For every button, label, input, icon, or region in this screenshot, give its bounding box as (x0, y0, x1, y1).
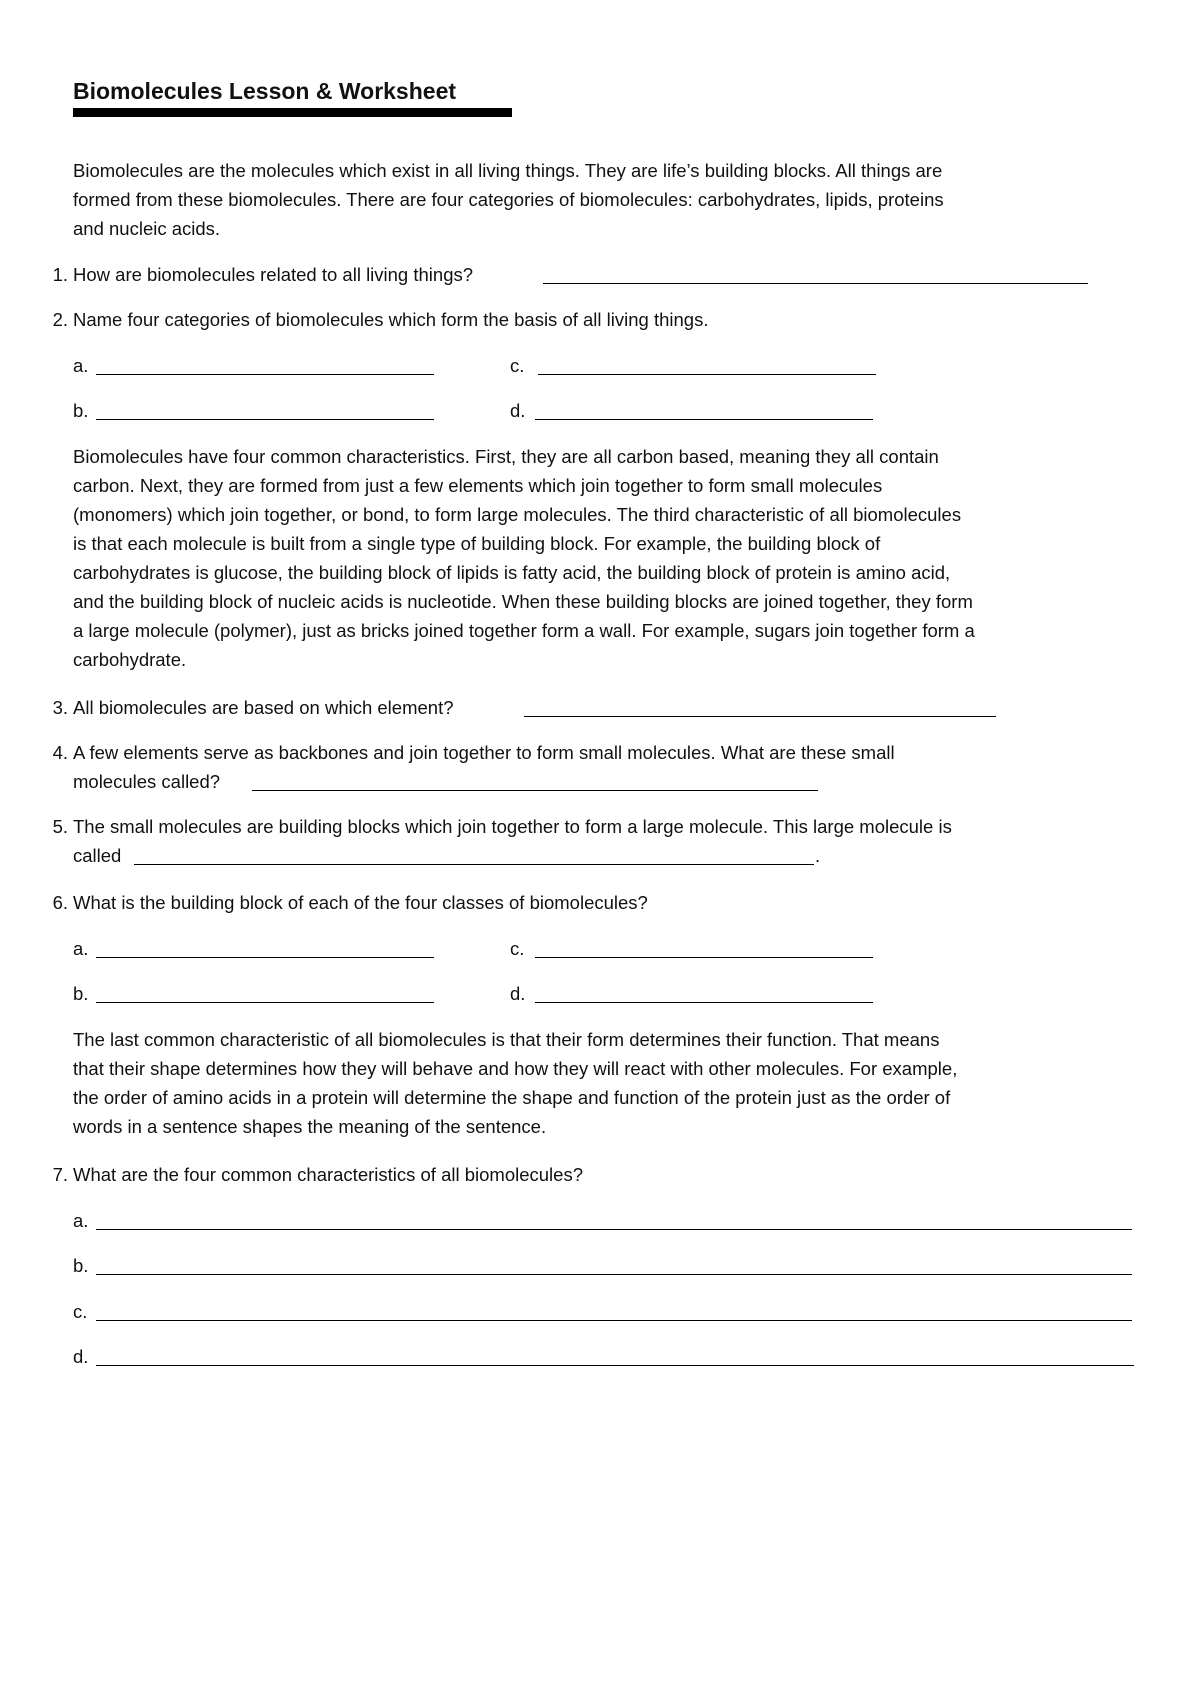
question-6-number: 6. (52, 892, 68, 913)
paragraph-line: Biomolecules have four common characteristics. First, they are all carbon based, meaning they all contain (73, 446, 939, 467)
question-7-option-b-label: b. (73, 1255, 89, 1276)
question-2-option-d-label: d. (510, 400, 526, 421)
question-3-text: All biomolecules are based on which element? (73, 697, 454, 718)
question-2-option-a-label: a. (73, 355, 89, 376)
question-3-answer-blank[interactable] (524, 716, 996, 717)
question-7-option-a-label: a. (73, 1210, 89, 1231)
question-1-number: 1. (52, 264, 68, 285)
question-2-text: Name four categories of biomolecules which form the basis of all living things. (73, 309, 709, 330)
paragraph-line: and the building block of nucleic acids is nucleotide. When these building blocks are joined together, they form (73, 591, 973, 612)
question-1-text: How are biomolecules related to all living things? (73, 264, 474, 285)
question-2-answer-c-blank[interactable] (538, 374, 876, 375)
question-6-option-d-label: d. (510, 983, 526, 1004)
paragraph-line: (monomers) which join together, or bond, to form large molecules. The third characteristic of all biomolecules (73, 504, 962, 525)
question-6-text: What is the building block of each of the four classes of biomolecules? (73, 892, 648, 913)
question-6-answer-d-blank[interactable] (535, 1002, 873, 1003)
page-title: Biomolecules Lesson & Worksheet (73, 78, 457, 104)
question-7-text: What are the four common characteristics of all biomolecules? (73, 1164, 583, 1185)
paragraph-line: carbohydrate. (73, 649, 187, 670)
question-6-answer-c-blank[interactable] (535, 957, 873, 958)
question-5-number: 5. (52, 816, 68, 837)
paragraph-line: carbohydrates is glucose, the building block of lipids is fatty acid, the building block of protein is amino acid, (73, 562, 951, 583)
intro-line: and nucleic acids. (73, 218, 221, 239)
question-6-answer-b-blank[interactable] (96, 1002, 434, 1003)
question-2-number: 2. (52, 309, 68, 330)
question-6-option-c-label: c. (510, 938, 525, 959)
question-2-answer-d-blank[interactable] (535, 419, 873, 420)
question-7-answer-d-blank[interactable] (96, 1365, 1134, 1366)
question-4-answer-blank[interactable] (252, 790, 818, 791)
paragraph-line: The last common characteristic of all biomolecules is that their form determines their function. That means (73, 1029, 940, 1050)
question-2-answer-a-blank[interactable] (96, 374, 434, 375)
question-4-text-line-1: A few elements serve as backbones and join together to form small molecules. What are these small (73, 742, 895, 763)
question-7-option-d-label: d. (73, 1346, 89, 1367)
paragraph-line: words in a sentence shapes the meaning of the sentence. (73, 1116, 547, 1137)
question-7-answer-b-blank[interactable] (96, 1274, 1132, 1275)
question-7-answer-c-blank[interactable] (96, 1320, 1132, 1321)
question-7-number: 7. (52, 1164, 68, 1185)
question-2-answer-b-blank[interactable] (96, 419, 434, 420)
title-underline-bar (73, 108, 512, 117)
intro-line: Biomolecules are the molecules which exist in all living things. They are life’s building blocks. All things are (73, 160, 943, 181)
question-4-text-line-2: molecules called? (73, 771, 221, 792)
intro-line: formed from these biomolecules. There are four categories of biomolecules: carbohydrates, lipids, proteins (73, 189, 944, 210)
question-5-text-line-1: The small molecules are building blocks which join together to form a large molecule. This large molecule is (73, 816, 952, 837)
question-3-number: 3. (52, 697, 68, 718)
question-5-answer-blank[interactable] (134, 864, 814, 865)
question-2-option-c-label: c. (510, 355, 525, 376)
paragraph-line: is that each molecule is built from a single type of building block. For example, the building block of (73, 533, 881, 554)
paragraph-line: carbon. Next, they are formed from just a few elements which join together to form small molecules (73, 475, 883, 496)
question-6-option-a-label: a. (73, 938, 89, 959)
question-7-answer-a-blank[interactable] (96, 1229, 1132, 1230)
paragraph-line: that their shape determines how they will behave and how they will react with other molecules. For example, (73, 1058, 958, 1079)
paragraph-line: a large molecule (polymer), just as bricks joined together form a wall. For example, sugars join together form a (73, 620, 975, 641)
question-5-text-line-2: called (73, 845, 122, 866)
question-5-period: . (815, 845, 821, 866)
question-6-answer-a-blank[interactable] (96, 957, 434, 958)
question-6-option-b-label: b. (73, 983, 89, 1004)
question-7-option-c-label: c. (73, 1301, 88, 1322)
question-1-answer-blank[interactable] (543, 283, 1088, 284)
paragraph-line: the order of amino acids in a protein will determine the shape and function of the protein just as the order of (73, 1087, 951, 1108)
question-4-number: 4. (52, 742, 68, 763)
question-2-option-b-label: b. (73, 400, 89, 421)
